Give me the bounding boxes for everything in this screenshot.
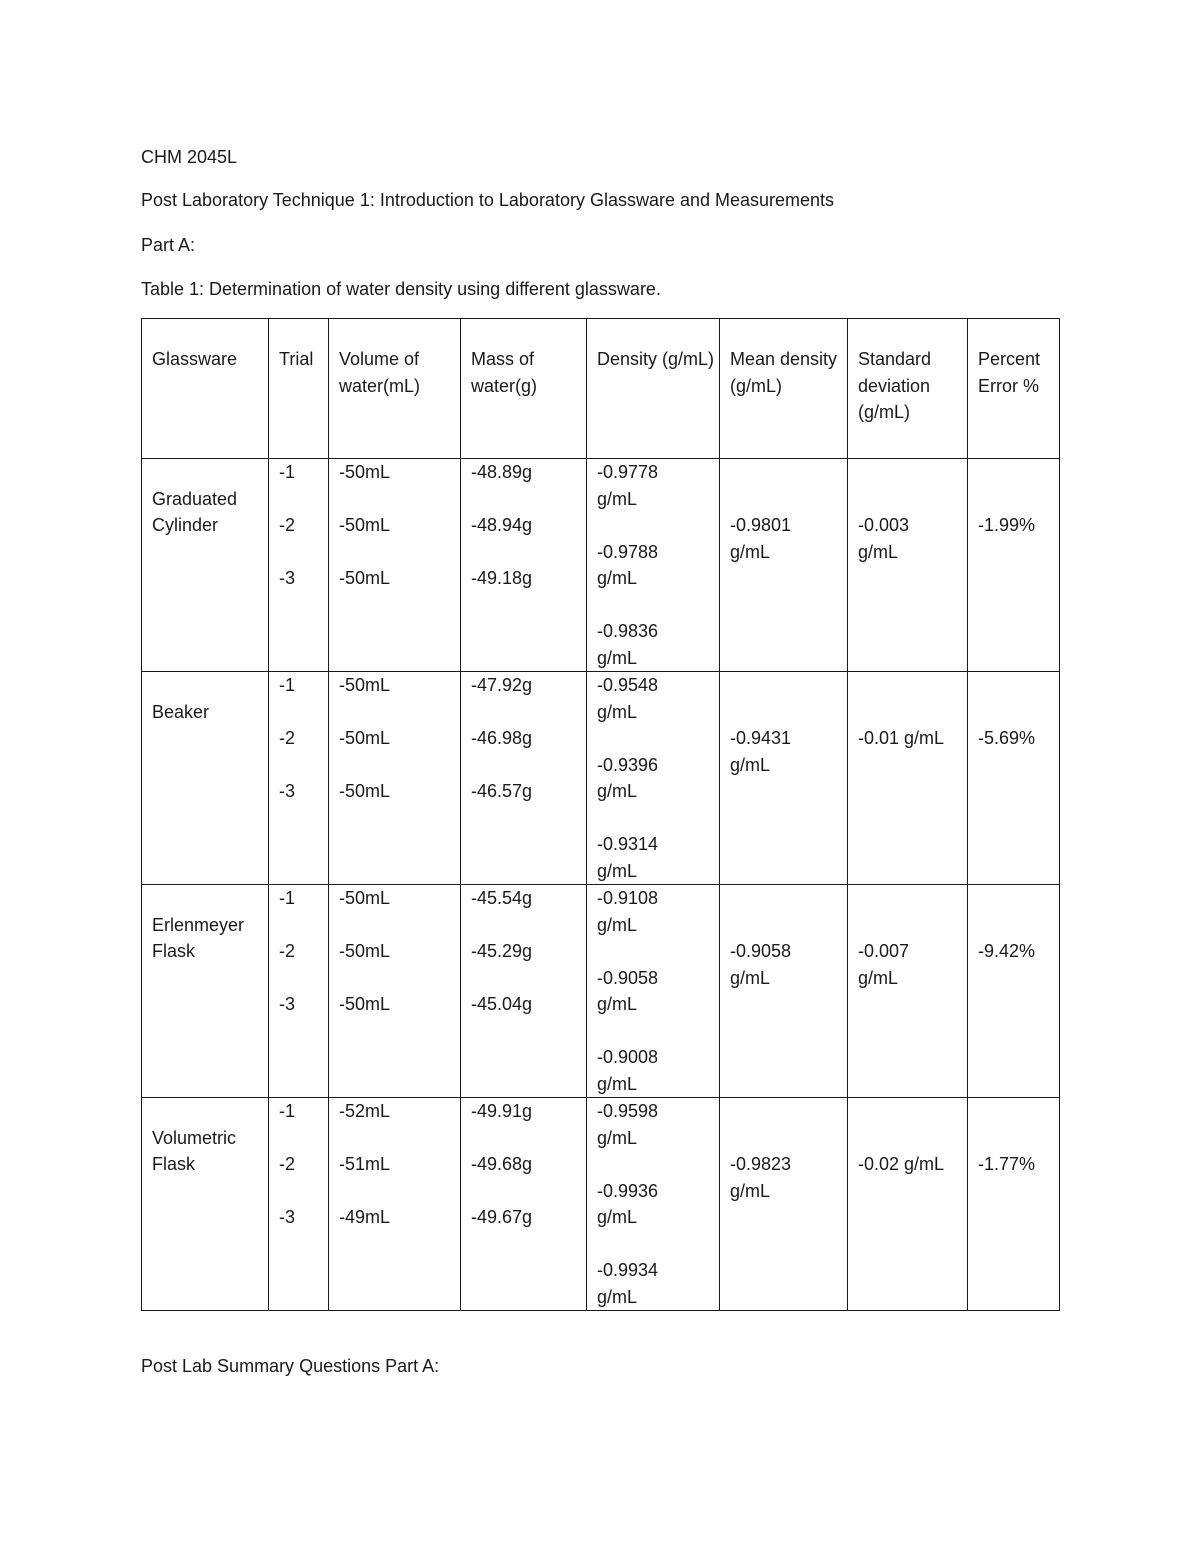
cell-stdev: -0.007 g/mL bbox=[848, 885, 968, 1098]
cell-glassware: Volumetric Flask bbox=[142, 1098, 269, 1311]
density-table bbox=[141, 318, 1060, 1311]
cell-mass: -47.92g -46.98g -46.57g bbox=[461, 672, 587, 885]
cell-mass: -48.89g -48.94g -49.18g bbox=[461, 459, 587, 672]
cell-density: -0.9548 g/mL -0.9396 g/mL -0.9314 g/mL bbox=[587, 672, 720, 885]
cell-error: -9.42% bbox=[968, 885, 1060, 1098]
cell-mean: -0.9058 g/mL bbox=[720, 885, 848, 1098]
table-header-row bbox=[142, 319, 1060, 459]
cell-trial: -1 -2 -3 bbox=[269, 885, 329, 1098]
cell-volume: -50mL -50mL -50mL bbox=[329, 459, 461, 672]
cell-stdev: -0.003 g/mL bbox=[848, 459, 968, 672]
summary-heading: Post Lab Summary Questions Part A: bbox=[141, 1356, 440, 1376]
header-mean: Mean density (g/mL) bbox=[720, 319, 848, 459]
cell-mean: -0.9431 g/mL bbox=[720, 672, 848, 885]
cell-density: -0.9108 g/mL -0.9058 g/mL -0.9008 g/mL bbox=[587, 885, 720, 1098]
cell-mean: -0.9823 g/mL bbox=[720, 1098, 848, 1311]
header-mass: Mass of water(g) bbox=[461, 319, 587, 459]
header-volume: Volume of water(mL) bbox=[329, 319, 461, 459]
table-row bbox=[142, 885, 1060, 1098]
cell-error: -1.99% bbox=[968, 459, 1060, 672]
table-row bbox=[142, 1098, 1060, 1311]
document-title: Post Laboratory Technique 1: Introduction to Laboratory Glassware and Measurements bbox=[141, 190, 835, 210]
header-error: Percent Error % bbox=[968, 319, 1060, 459]
cell-volume: -50mL -50mL -50mL bbox=[329, 672, 461, 885]
cell-density: -0.9598 g/mL -0.9936 g/mL -0.9934 g/mL bbox=[587, 1098, 720, 1311]
table-row bbox=[142, 459, 1060, 672]
cell-error: -1.77% bbox=[968, 1098, 1060, 1311]
header-glassware: Glassware bbox=[142, 319, 269, 459]
header-trial: Trial bbox=[269, 319, 329, 459]
cell-trial: -1 -2 -3 bbox=[269, 459, 329, 672]
cell-trial: -1 -2 -3 bbox=[269, 1098, 329, 1311]
table-caption: Table 1: Determination of water density using different glassware. bbox=[141, 279, 661, 299]
table-row bbox=[142, 672, 1060, 885]
cell-glassware: Graduated Cylinder bbox=[142, 459, 269, 672]
cell-mean: -0.9801 g/mL bbox=[720, 459, 848, 672]
cell-error: -5.69% bbox=[968, 672, 1060, 885]
cell-volume: -52mL -51mL -49mL bbox=[329, 1098, 461, 1311]
cell-volume: -50mL -50mL -50mL bbox=[329, 885, 461, 1098]
cell-stdev: -0.01 g/mL bbox=[848, 672, 968, 885]
course-code: CHM 2045L bbox=[141, 147, 238, 167]
header-density: Density (g/mL) bbox=[587, 319, 720, 459]
cell-trial: -1 -2 -3 bbox=[269, 672, 329, 885]
cell-density: -0.9778 g/mL -0.9788 g/mL -0.9836 g/mL bbox=[587, 459, 720, 672]
part-heading: Part A: bbox=[141, 235, 196, 255]
cell-glassware: Beaker bbox=[142, 672, 269, 885]
cell-mass: -45.54g -45.29g -45.04g bbox=[461, 885, 587, 1098]
header-stdev: Standard deviation (g/mL) bbox=[848, 319, 968, 459]
cell-stdev: -0.02 g/mL bbox=[848, 1098, 968, 1311]
cell-glassware: Erlenmeyer Flask bbox=[142, 885, 269, 1098]
cell-mass: -49.91g -49.68g -49.67g bbox=[461, 1098, 587, 1311]
